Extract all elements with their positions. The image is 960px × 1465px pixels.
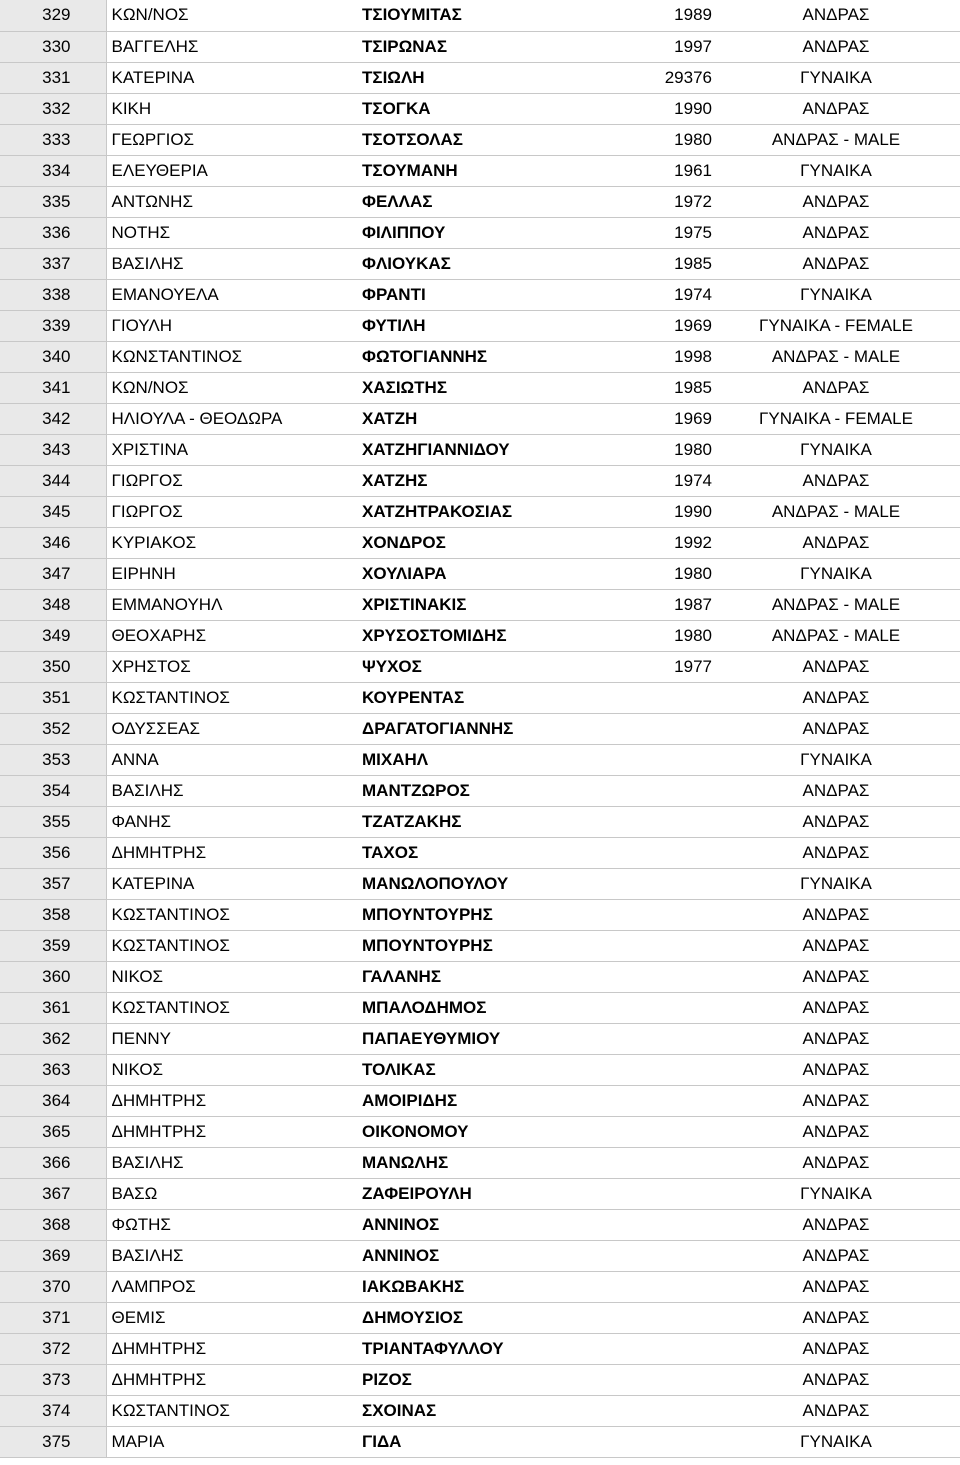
birth-year-cell <box>662 682 712 713</box>
table-row <box>0 1054 960 1085</box>
gender-cell: ΑΝΔΡΑΣ <box>712 1085 960 1116</box>
row-number-cell: 357 <box>0 868 106 899</box>
birth-year-cell <box>662 1302 712 1333</box>
row-number-cell: 368 <box>0 1209 106 1240</box>
last-name-cell: ΧΑΣΙΩΤΗΣ <box>362 372 662 403</box>
first-name-cell: ΝΟΤΗΣ <box>106 217 362 248</box>
last-name-cell: ΜΠΟΥΝΤΟΥΡΗΣ <box>362 899 662 930</box>
row-number-cell: 329 <box>0 0 106 31</box>
row-number-cell: 336 <box>0 217 106 248</box>
row-number-cell: 363 <box>0 1054 106 1085</box>
birth-year-cell <box>662 837 712 868</box>
first-name-cell: ΒΑΣΙΛΗΣ <box>106 1147 362 1178</box>
row-number-cell: 345 <box>0 496 106 527</box>
table-row <box>0 1364 960 1395</box>
row-number-cell: 339 <box>0 310 106 341</box>
last-name-cell: ΤΣΟΓΚΑ <box>362 93 662 124</box>
birth-year-cell: 29376 <box>662 62 712 93</box>
table-row <box>0 651 960 682</box>
first-name-cell: ΗΛΙΟΥΛΑ - ΘΕΟΔΩΡΑ <box>106 403 362 434</box>
last-name-cell: ΜΠΑΛΟΔΗΜΟΣ <box>362 992 662 1023</box>
gender-cell: ΑΝΔΡΑΣ - MALE <box>712 341 960 372</box>
first-name-cell: ΚΩΣΤΑΝΤΙΝΟΣ <box>106 682 362 713</box>
gender-cell: ΑΝΔΡΑΣ <box>712 1209 960 1240</box>
birth-year-cell: 1997 <box>662 31 712 62</box>
table-row <box>0 589 960 620</box>
gender-cell: ΑΝΔΡΑΣ <box>712 1023 960 1054</box>
gender-cell: ΓΥΝΑΙΚΑ <box>712 434 960 465</box>
birth-year-cell <box>662 868 712 899</box>
last-name-cell: ΟΙΚΟΝΟΜΟΥ <box>362 1116 662 1147</box>
first-name-cell: ΔΗΜΗΤΡΗΣ <box>106 837 362 868</box>
row-number-cell: 348 <box>0 589 106 620</box>
last-name-cell: ΜΑΝΤΖΩΡΟΣ <box>362 775 662 806</box>
row-number-cell: 370 <box>0 1271 106 1302</box>
first-name-cell: ΕΙΡΗΝΗ <box>106 558 362 589</box>
last-name-cell: ΧΑΤΖΗΣ <box>362 465 662 496</box>
row-number-cell: 367 <box>0 1178 106 1209</box>
birth-year-cell <box>662 744 712 775</box>
last-name-cell: ΜΑΝΩΛΟΠΟΥΛΟΥ <box>362 868 662 899</box>
last-name-cell: ΦΩΤΟΓΙΑΝΝΗΣ <box>362 341 662 372</box>
first-name-cell: ΚΩΝ/ΝΟΣ <box>106 372 362 403</box>
row-number-cell: 369 <box>0 1240 106 1271</box>
row-number-cell: 374 <box>0 1395 106 1426</box>
first-name-cell: ΕΛΕΥΘΕΡΙΑ <box>106 155 362 186</box>
first-name-cell: ΓΙΩΡΓΟΣ <box>106 496 362 527</box>
last-name-cell: ΧΡΙΣΤΙΝΑΚΙΣ <box>362 589 662 620</box>
table-row <box>0 1302 960 1333</box>
birth-year-cell <box>662 1085 712 1116</box>
gender-cell: ΑΝΔΡΑΣ <box>712 899 960 930</box>
gender-cell: ΑΝΔΡΑΣ <box>712 682 960 713</box>
last-name-cell: ΙΑΚΩΒΑΚΗΣ <box>362 1271 662 1302</box>
first-name-cell: ΒΑΣΙΛΗΣ <box>106 775 362 806</box>
first-name-cell: ΑΝΤΩΝΗΣ <box>106 186 362 217</box>
gender-cell: ΓΥΝΑΙΚΑ <box>712 279 960 310</box>
table-row <box>0 1023 960 1054</box>
table-row <box>0 93 960 124</box>
gender-cell: ΑΝΔΡΑΣ <box>712 217 960 248</box>
row-number-cell: 362 <box>0 1023 106 1054</box>
table-row <box>0 558 960 589</box>
table-row <box>0 806 960 837</box>
gender-cell: ΑΝΔΡΑΣ <box>712 837 960 868</box>
row-number-cell: 373 <box>0 1364 106 1395</box>
last-name-cell: ΣΧΟΙΝΑΣ <box>362 1395 662 1426</box>
birth-year-cell: 1980 <box>662 620 712 651</box>
gender-cell: ΓΥΝΑΙΚΑ <box>712 62 960 93</box>
table-row <box>0 527 960 558</box>
last-name-cell: ΤΣΙΟΥΜΙΤΑΣ <box>362 0 662 31</box>
last-name-cell: ΦΙΛΙΠΠΟΥ <box>362 217 662 248</box>
birth-year-cell: 1974 <box>662 465 712 496</box>
gender-cell: ΑΝΔΡΑΣ - MALE <box>712 496 960 527</box>
last-name-cell: ΤΣΟΥΜΑΝΗ <box>362 155 662 186</box>
birth-year-cell <box>662 992 712 1023</box>
table-row <box>0 496 960 527</box>
table-row <box>0 186 960 217</box>
first-name-cell: ΚΑΤΕΡΙΝΑ <box>106 62 362 93</box>
first-name-cell: ΔΗΜΗΤΡΗΣ <box>106 1116 362 1147</box>
row-number-cell: 334 <box>0 155 106 186</box>
birth-year-cell <box>662 1054 712 1085</box>
last-name-cell: ΓΑΛΑΝΗΣ <box>362 961 662 992</box>
table-row <box>0 992 960 1023</box>
first-name-cell: ΚΥΡΙΑΚΟΣ <box>106 527 362 558</box>
birth-year-cell: 1980 <box>662 434 712 465</box>
birth-year-cell <box>662 1395 712 1426</box>
birth-year-cell: 1972 <box>662 186 712 217</box>
table-row <box>0 1085 960 1116</box>
last-name-cell: ΡΙΖΟΣ <box>362 1364 662 1395</box>
table-row <box>0 899 960 930</box>
row-number-cell: 353 <box>0 744 106 775</box>
birth-year-cell: 1969 <box>662 310 712 341</box>
table-row <box>0 620 960 651</box>
first-name-cell: ΒΑΣΙΛΗΣ <box>106 1240 362 1271</box>
row-number-cell: 360 <box>0 961 106 992</box>
row-number-cell: 356 <box>0 837 106 868</box>
last-name-cell: ΚΟΥΡΕΝΤΑΣ <box>362 682 662 713</box>
gender-cell: ΑΝΔΡΑΣ <box>712 527 960 558</box>
gender-cell: ΑΝΔΡΑΣ - MALE <box>712 589 960 620</box>
last-name-cell: ΨΥΧΟΣ <box>362 651 662 682</box>
table-row <box>0 31 960 62</box>
row-number-cell: 331 <box>0 62 106 93</box>
row-number-cell: 332 <box>0 93 106 124</box>
table-row <box>0 868 960 899</box>
gender-cell: ΑΝΔΡΑΣ <box>712 1147 960 1178</box>
table-row <box>0 961 960 992</box>
row-number-cell: 346 <box>0 527 106 558</box>
first-name-cell: ΓΙΩΡΓΟΣ <box>106 465 362 496</box>
gender-cell: ΑΝΔΡΑΣ <box>712 1333 960 1364</box>
last-name-cell: ΤΑΧΟΣ <box>362 837 662 868</box>
table-row <box>0 1240 960 1271</box>
gender-cell: ΓΥΝΑΙΚΑ <box>712 155 960 186</box>
row-number-cell: 343 <box>0 434 106 465</box>
table-row <box>0 682 960 713</box>
table-row <box>0 713 960 744</box>
first-name-cell: ΘΕΜΙΣ <box>106 1302 362 1333</box>
row-number-cell: 347 <box>0 558 106 589</box>
first-name-cell: ΓΙΟΥΛΗ <box>106 310 362 341</box>
birth-year-cell <box>662 775 712 806</box>
row-number-cell: 333 <box>0 124 106 155</box>
table-row <box>0 248 960 279</box>
birth-year-cell: 1987 <box>662 589 712 620</box>
birth-year-cell <box>662 1116 712 1147</box>
birth-year-cell: 1990 <box>662 496 712 527</box>
first-name-cell: ΚΑΤΕΡΙΝΑ <box>106 868 362 899</box>
last-name-cell: ΤΖΑΤΖΑΚΗΣ <box>362 806 662 837</box>
birth-year-cell <box>662 1426 712 1457</box>
row-number-cell: 364 <box>0 1085 106 1116</box>
last-name-cell: ΔΡΑΓΑΤΟΓΙΑΝΝΗΣ <box>362 713 662 744</box>
gender-cell: ΑΝΔΡΑΣ <box>712 1240 960 1271</box>
table-row <box>0 1209 960 1240</box>
gender-cell: ΓΥΝΑΙΚΑ - FEMALE <box>712 310 960 341</box>
birth-year-cell <box>662 930 712 961</box>
birth-year-cell: 1990 <box>662 93 712 124</box>
birth-year-cell <box>662 1023 712 1054</box>
last-name-cell: ΑΝΝΙΝΟΣ <box>362 1240 662 1271</box>
gender-cell: ΑΝΔΡΑΣ <box>712 248 960 279</box>
gender-cell: ΑΝΔΡΑΣ <box>712 0 960 31</box>
first-name-cell: ΧΡΗΣΤΟΣ <box>106 651 362 682</box>
last-name-cell: ΜΙΧΑΗΛ <box>362 744 662 775</box>
table-row <box>0 155 960 186</box>
birth-year-cell: 1985 <box>662 248 712 279</box>
table-row <box>0 372 960 403</box>
row-number-cell: 350 <box>0 651 106 682</box>
birth-year-cell: 1980 <box>662 124 712 155</box>
row-number-cell: 351 <box>0 682 106 713</box>
birth-year-cell: 1980 <box>662 558 712 589</box>
gender-cell: ΑΝΔΡΑΣ <box>712 93 960 124</box>
row-number-cell: 342 <box>0 403 106 434</box>
table-row <box>0 1333 960 1364</box>
first-name-cell: ΦΩΤΗΣ <box>106 1209 362 1240</box>
table-row <box>0 465 960 496</box>
table-row <box>0 1271 960 1302</box>
first-name-cell: ΝΙΚΟΣ <box>106 961 362 992</box>
birth-year-cell: 1985 <box>662 372 712 403</box>
first-name-cell: ΕΜΑΝΟΥΕΛΑ <box>106 279 362 310</box>
last-name-cell: ΦΥΤΙΛΗ <box>362 310 662 341</box>
first-name-cell: ΟΔΥΣΣΕΑΣ <box>106 713 362 744</box>
birth-year-cell <box>662 1240 712 1271</box>
gender-cell: ΓΥΝΑΙΚΑ <box>712 1426 960 1457</box>
birth-year-cell: 1998 <box>662 341 712 372</box>
row-number-cell: 344 <box>0 465 106 496</box>
gender-cell: ΑΝΔΡΑΣ <box>712 1054 960 1085</box>
gender-cell: ΑΝΔΡΑΣ <box>712 1364 960 1395</box>
first-name-cell: ΦΑΝΗΣ <box>106 806 362 837</box>
first-name-cell: ΚΩΝ/ΝΟΣ <box>106 0 362 31</box>
gender-cell: ΓΥΝΑΙΚΑ <box>712 558 960 589</box>
birth-year-cell: 1977 <box>662 651 712 682</box>
gender-cell: ΑΝΔΡΑΣ <box>712 372 960 403</box>
gender-cell: ΑΝΔΡΑΣ <box>712 775 960 806</box>
birth-year-cell <box>662 961 712 992</box>
gender-cell: ΑΝΔΡΑΣ <box>712 651 960 682</box>
first-name-cell: ΚΩΣΤΑΝΤΙΝΟΣ <box>106 1395 362 1426</box>
first-name-cell: ΓΕΩΡΓΙΟΣ <box>106 124 362 155</box>
gender-cell: ΑΝΔΡΑΣ <box>712 992 960 1023</box>
last-name-cell: ΤΣΙΡΩΝΑΣ <box>362 31 662 62</box>
last-name-cell: ΖΑΦΕΙΡΟΥΛΗ <box>362 1178 662 1209</box>
gender-cell: ΑΝΔΡΑΣ <box>712 806 960 837</box>
gender-cell: ΑΝΔΡΑΣ <box>712 186 960 217</box>
row-number-cell: 337 <box>0 248 106 279</box>
row-number-cell: 354 <box>0 775 106 806</box>
first-name-cell: ΘΕΟΧΑΡΗΣ <box>106 620 362 651</box>
table-row <box>0 310 960 341</box>
table-row <box>0 279 960 310</box>
row-number-cell: 366 <box>0 1147 106 1178</box>
table-row <box>0 403 960 434</box>
first-name-cell: ΧΡΙΣΤΙΝΑ <box>106 434 362 465</box>
table-row <box>0 1426 960 1457</box>
first-name-cell: ΚΩΣΤΑΝΤΙΝΟΣ <box>106 899 362 930</box>
row-number-cell: 375 <box>0 1426 106 1457</box>
first-name-cell: ΠΕΝΝΥ <box>106 1023 362 1054</box>
gender-cell: ΑΝΔΡΑΣ - MALE <box>712 620 960 651</box>
table-row <box>0 744 960 775</box>
table-row <box>0 1116 960 1147</box>
first-name-cell: ΒΑΓΓΕΛΗΣ <box>106 31 362 62</box>
last-name-cell: ΧΟΝΔΡΟΣ <box>362 527 662 558</box>
first-name-cell: ΚΩΝΣΤΑΝΤΙΝΟΣ <box>106 341 362 372</box>
last-name-cell: ΠΑΠΑΕΥΘΥΜΙΟΥ <box>362 1023 662 1054</box>
first-name-cell: ΛΑΜΠΡΟΣ <box>106 1271 362 1302</box>
birth-year-cell: 1961 <box>662 155 712 186</box>
gender-cell: ΑΝΔΡΑΣ <box>712 1116 960 1147</box>
first-name-cell: ΚΩΣΤΑΝΤΙΝΟΣ <box>106 992 362 1023</box>
last-name-cell: ΜΑΝΩΛΗΣ <box>362 1147 662 1178</box>
birth-year-cell: 1989 <box>662 0 712 31</box>
table-row <box>0 434 960 465</box>
row-number-cell: 358 <box>0 899 106 930</box>
first-name-cell: ΜΑΡΙΑ <box>106 1426 362 1457</box>
row-number-cell: 340 <box>0 341 106 372</box>
last-name-cell: ΤΡΙΑΝΤΑΦΥΛΛΟΥ <box>362 1333 662 1364</box>
birth-year-cell <box>662 1333 712 1364</box>
gender-cell: ΑΝΔΡΑΣ <box>712 465 960 496</box>
table-row <box>0 0 960 31</box>
table-row <box>0 62 960 93</box>
last-name-cell: ΤΟΛΙΚΑΣ <box>362 1054 662 1085</box>
last-name-cell: ΧΡΥΣΟΣΤΟΜΙΔΗΣ <box>362 620 662 651</box>
row-number-cell: 338 <box>0 279 106 310</box>
table-row <box>0 1147 960 1178</box>
birth-year-cell: 1975 <box>662 217 712 248</box>
last-name-cell: ΑΜΟΙΡΙΔΗΣ <box>362 1085 662 1116</box>
first-name-cell: ΒΑΣΙΛΗΣ <box>106 248 362 279</box>
table-row <box>0 217 960 248</box>
last-name-cell: ΤΣΟΤΣΟΛΑΣ <box>362 124 662 155</box>
birth-year-cell <box>662 713 712 744</box>
row-number-cell: 349 <box>0 620 106 651</box>
gender-cell: ΓΥΝΑΙΚΑ <box>712 744 960 775</box>
last-name-cell: ΧΑΤΖΗΓΙΑΝΝΙΔΟΥ <box>362 434 662 465</box>
row-number-cell: 330 <box>0 31 106 62</box>
table-row <box>0 1178 960 1209</box>
last-name-cell: ΧΑΤΖΗΤΡΑΚΟΣΙΑΣ <box>362 496 662 527</box>
first-name-cell: ΒΑΣΩ <box>106 1178 362 1209</box>
birth-year-cell <box>662 1364 712 1395</box>
last-name-cell: ΤΣΙΩΛΗ <box>362 62 662 93</box>
first-name-cell: ΑΝΝΑ <box>106 744 362 775</box>
gender-cell: ΑΝΔΡΑΣ <box>712 1302 960 1333</box>
row-number-cell: 371 <box>0 1302 106 1333</box>
gender-cell: ΑΝΔΡΑΣ <box>712 1395 960 1426</box>
table-row <box>0 775 960 806</box>
birth-year-cell: 1992 <box>662 527 712 558</box>
gender-cell: ΓΥΝΑΙΚΑ - FEMALE <box>712 403 960 434</box>
last-name-cell: ΔΗΜΟΥΣΙΟΣ <box>362 1302 662 1333</box>
row-number-cell: 361 <box>0 992 106 1023</box>
gender-cell: ΑΝΔΡΑΣ <box>712 713 960 744</box>
birth-year-cell <box>662 1271 712 1302</box>
last-name-cell: ΦΡΑΝΤΙ <box>362 279 662 310</box>
row-number-cell: 355 <box>0 806 106 837</box>
row-number-cell: 341 <box>0 372 106 403</box>
birth-year-cell: 1974 <box>662 279 712 310</box>
last-name-cell: ΓΙΔΑ <box>362 1426 662 1457</box>
gender-cell: ΑΝΔΡΑΣ - MALE <box>712 124 960 155</box>
birth-year-cell <box>662 1209 712 1240</box>
first-name-cell: ΚΙΚΗ <box>106 93 362 124</box>
row-number-cell: 372 <box>0 1333 106 1364</box>
table-row <box>0 837 960 868</box>
table-row <box>0 930 960 961</box>
first-name-cell: ΕΜΜΑΝΟΥΗΛ <box>106 589 362 620</box>
first-name-cell: ΚΩΣΤΑΝΤΙΝΟΣ <box>106 930 362 961</box>
row-number-cell: 365 <box>0 1116 106 1147</box>
first-name-cell: ΔΗΜΗΤΡΗΣ <box>106 1085 362 1116</box>
first-name-cell: ΔΗΜΗΤΡΗΣ <box>106 1364 362 1395</box>
table-row <box>0 1395 960 1426</box>
last-name-cell: ΧΑΤΖΗ <box>362 403 662 434</box>
gender-cell: ΑΝΔΡΑΣ <box>712 961 960 992</box>
first-name-cell: ΔΗΜΗΤΡΗΣ <box>106 1333 362 1364</box>
gender-cell: ΑΝΔΡΑΣ <box>712 930 960 961</box>
row-number-cell: 359 <box>0 930 106 961</box>
birth-year-cell <box>662 1178 712 1209</box>
first-name-cell: ΝΙΚΟΣ <box>106 1054 362 1085</box>
gender-cell: ΑΝΔΡΑΣ <box>712 1271 960 1302</box>
birth-year-cell <box>662 899 712 930</box>
last-name-cell: ΜΠΟΥΝΤΟΥΡΗΣ <box>362 930 662 961</box>
table-row <box>0 341 960 372</box>
birth-year-cell <box>662 1147 712 1178</box>
birth-year-cell: 1969 <box>662 403 712 434</box>
row-number-cell: 335 <box>0 186 106 217</box>
last-name-cell: ΦΕΛΛΑΣ <box>362 186 662 217</box>
last-name-cell: ΑΝΝΙΝΟΣ <box>362 1209 662 1240</box>
birth-year-cell <box>662 806 712 837</box>
last-name-cell: ΧΟΥΛΙΑΡΑ <box>362 558 662 589</box>
gender-cell: ΓΥΝΑΙΚΑ <box>712 868 960 899</box>
gender-cell: ΑΝΔΡΑΣ <box>712 31 960 62</box>
table-row <box>0 124 960 155</box>
last-name-cell: ΦΛΙΟΥΚΑΣ <box>362 248 662 279</box>
gender-cell: ΓΥΝΑΙΚΑ <box>712 1178 960 1209</box>
row-number-cell: 352 <box>0 713 106 744</box>
